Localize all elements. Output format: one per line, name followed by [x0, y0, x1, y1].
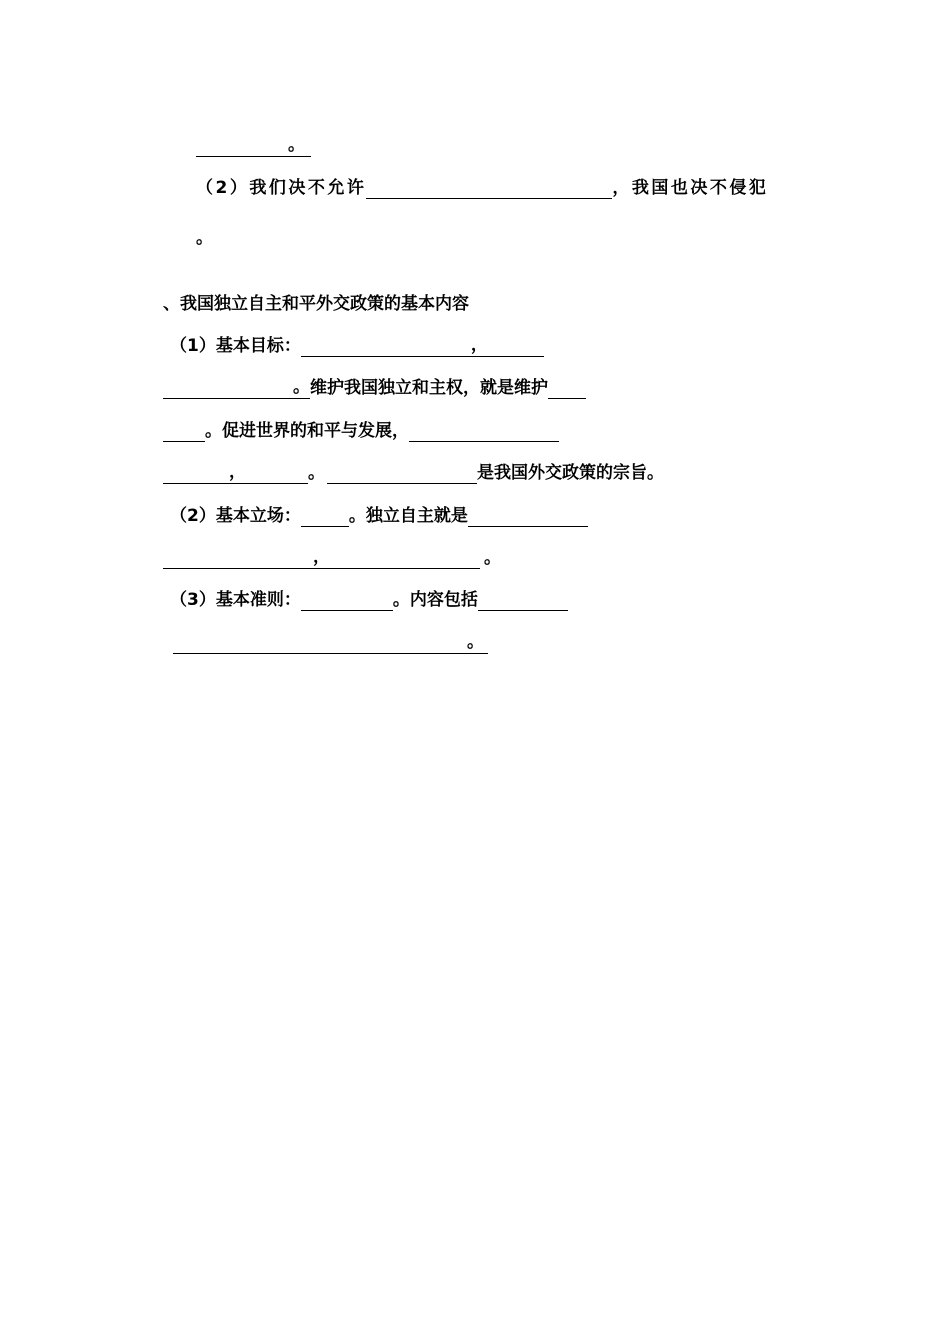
goal-text-2: 。促进世界的和平与发展， — [205, 421, 409, 441]
answer-blank[interactable] — [548, 380, 586, 399]
q2-line-0 — [196, 135, 311, 157]
answer-blank[interactable] — [301, 338, 471, 357]
goal-line-1 — [170, 335, 544, 357]
principle-line-1 — [170, 589, 568, 611]
goal-line-2 — [163, 377, 586, 399]
answer-blank[interactable] — [301, 592, 393, 611]
answer-blank[interactable] — [478, 592, 568, 611]
q2-mid-text: ，我国也决不侵犯 — [612, 178, 769, 198]
answer-blank[interactable] — [488, 338, 544, 357]
stance-label: （2）基本立场： — [170, 506, 301, 526]
answer-blank[interactable] — [246, 465, 308, 484]
stance-line-1 — [170, 505, 588, 527]
answer-blank[interactable] — [196, 138, 288, 157]
goal-line-3 — [163, 420, 559, 442]
period-mark: 。 — [288, 134, 311, 157]
comma-mark: ， — [313, 547, 330, 567]
answer-blank[interactable] — [409, 423, 559, 442]
period-mark: 。 — [308, 463, 325, 483]
period-mark: 。 — [196, 228, 213, 248]
principle-text-1: 。内容包括 — [392, 590, 478, 610]
q2-line-1 — [196, 177, 768, 199]
answer-blank[interactable] — [163, 550, 313, 569]
principle-line-2 — [173, 632, 488, 654]
period-mark: 。 — [293, 377, 310, 397]
goal-text-3: 是我国外交政策的宗旨。 — [477, 463, 664, 483]
answer-blank[interactable] — [163, 465, 229, 484]
q2-line-2 — [196, 227, 213, 249]
period-mark: 。 — [467, 631, 488, 654]
q2-label: （2）我们决不允许 — [196, 178, 367, 198]
answer-blank[interactable] — [163, 423, 205, 442]
answer-blank[interactable] — [173, 635, 467, 654]
stance-line-2 — [163, 547, 501, 569]
section-heading — [163, 293, 469, 315]
answer-blank[interactable] — [301, 508, 349, 527]
principle-label: （3）基本准则： — [170, 590, 301, 610]
section-heading-text: 、我国独立自主和平外交政策的基本内容 — [163, 294, 469, 314]
stance-text-1: 。独立自主就是 — [348, 506, 468, 526]
answer-blank[interactable] — [163, 380, 293, 399]
goal-text-1: 维护我国独立和主权，就是维护 — [310, 378, 548, 398]
goal-label: （1）基本目标： — [170, 336, 301, 356]
answer-blank[interactable] — [366, 180, 612, 199]
goal-line-4 — [163, 462, 664, 484]
comma-mark: ， — [229, 462, 246, 482]
answer-blank[interactable] — [330, 550, 480, 569]
answer-blank[interactable] — [468, 508, 588, 527]
answer-blank[interactable] — [327, 465, 477, 484]
comma-mark: ， — [470, 335, 488, 355]
period-mark: 。 — [484, 548, 501, 568]
